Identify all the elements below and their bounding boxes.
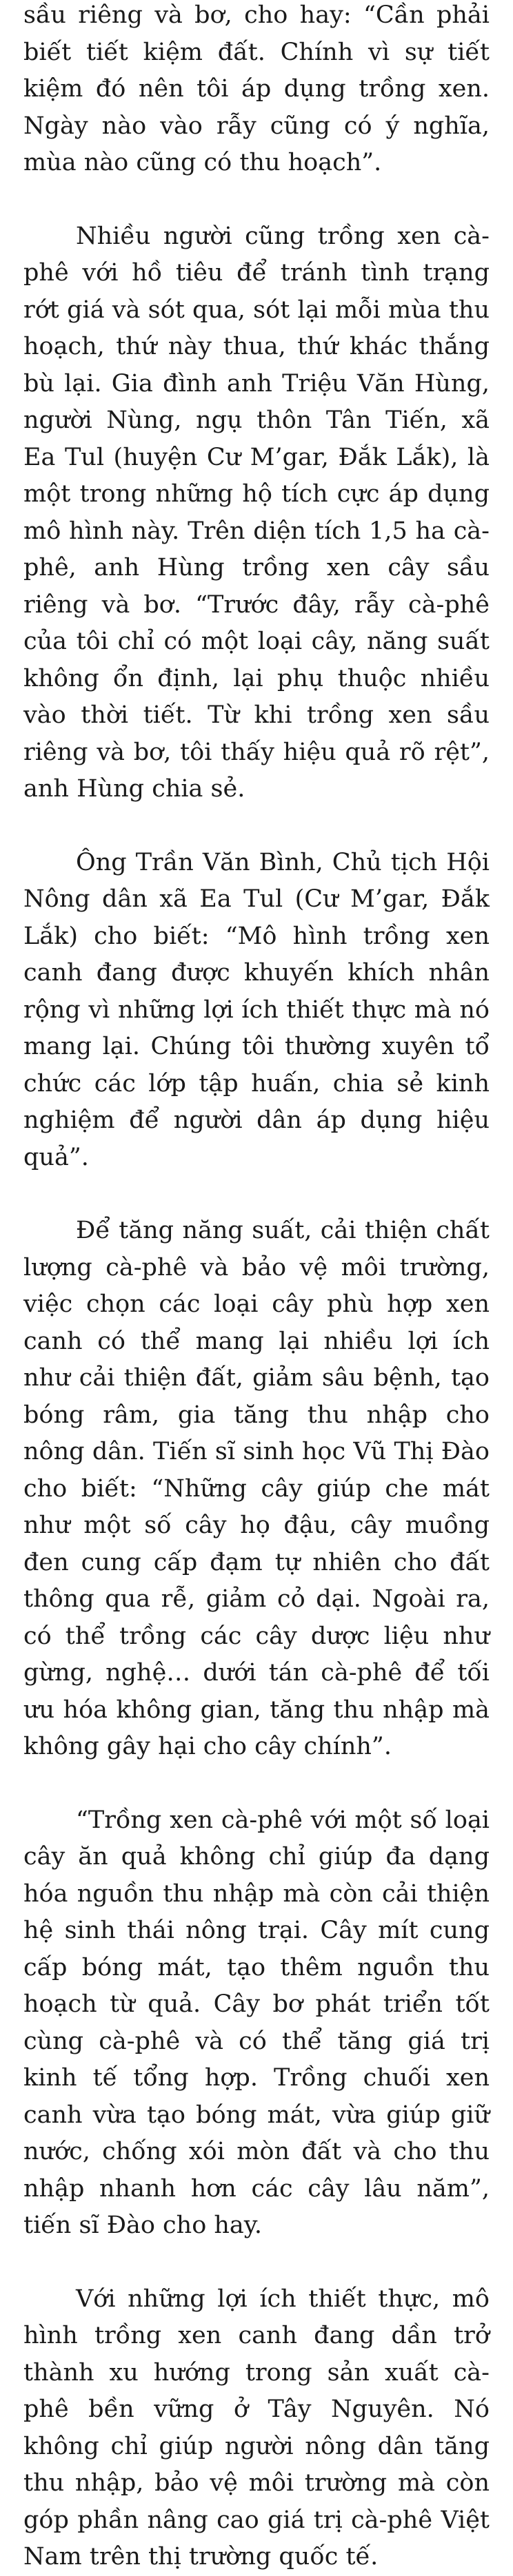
paragraph-5: “Trồng xen cà-phê với một số loại cây ăn quả không chỉ giúp đa dạng hóa nguồn thu nhập mà còn cải thiện hệ sinh thái nông trại. Cây mít cung cấp bóng mát, tạo thêm nguồn thu hoạch từ quả. Cây bơ phát triển tốt cùng cà-phê và có thể tăng giá trị kinh tế tổng hợp. Trồng chuối xen canh vừa tạo bóng mát, vừa giúp giữ nước, chống xói mòn đất và cho thu nhập nhanh hơn các cây lâu năm”, tiến sĩ Đào cho hay.	[23, 1806, 490, 2239]
paragraph-1: sầu riêng và bơ, cho hay: “Cần phải biết tiết kiệm đất. Chính vì sự tiết kiệm đó nên tôi áp dụng trồng xen. Ngày nào vào rẫy cũng có ý nghĩa, mùa nào cũng có thu hoạch”.	[23, 1, 490, 176]
paragraph-6: Với những lợi ích thiết thực, mô hình trồng xen canh đang dần trở thành xu hướng trong sản xuất cà-phê bền vững ở Tây Nguyên. Nó không chỉ giúp người nông dân tăng thu nhập, bảo vệ môi trường mà còn góp phần nâng cao giá trị cà-phê Việt Nam trên thị trường quốc tế.	[23, 2285, 490, 2570]
paragraph-4: Để tăng năng suất, cải thiện chất lượng cà-phê và bảo vệ môi trường, việc chọn các loại cây phù hợp xen canh có thể mang lại nhiều lợi ích như cải thiện đất, giảm sâu bệnh, tạo bóng râm, gia tăng thu nhập cho nông dân. Tiến sĩ sinh học Vũ Thị Đào cho biết: “Những cây giúp che mát như một số cây họ đậu, cây muồng đen cung cấp đạm tự nhiên cho đất thông qua rễ, giảm cỏ dại. Ngoài ra, có thể trồng các cây dược liệu như gừng, nghệ… dưới tán cà-phê để tối ưu hóa không gian, tăng thu nhập mà không gây hại cho cây chính”.	[23, 1217, 490, 1760]
paragraph-3: Ông Trần Văn Bình, Chủ tịch Hội Nông dân xã Ea Tul (Cư M’gar, Đắk Lắk) cho biết: “Mô hình trồng xen canh đang được khuyến khích nhân rộng vì những lợi ích thiết thực mà nó mang lại. Chúng tôi thường xuyên tổ chức các lớp tập huấn, chia sẻ kinh nghiệm để người dân áp dụng hiệu quả”.	[23, 848, 490, 1171]
paragraph-2: Nhiều người cũng trồng xen cà-phê với hồ tiêu để tránh tình trạng rớt giá và sót qua, sót lại mỗi mùa thu hoạch, thứ này thua, thứ khác thắng bù lại. Gia đình anh Triệu Văn Hùng, người Nùng, ngụ thôn Tân Tiến, xã Ea Tul (huyện Cư M’gar, Đắk Lắk), là một trong những hộ tích cực áp dụng mô hình này. Trên diện tích 1,5 ha cà-phê, anh Hùng trồng xen cây sầu riêng và bơ. “Trước đây, rẫy cà-phê của tôi chỉ có một loại cây, năng suất không ổn định, lại phụ thuộc nhiều vào thời tiết. Từ khi trồng xen sầu riêng và bơ, tôi thấy hiệu quả rõ rệt”, anh Hùng chia sẻ.	[23, 222, 490, 803]
